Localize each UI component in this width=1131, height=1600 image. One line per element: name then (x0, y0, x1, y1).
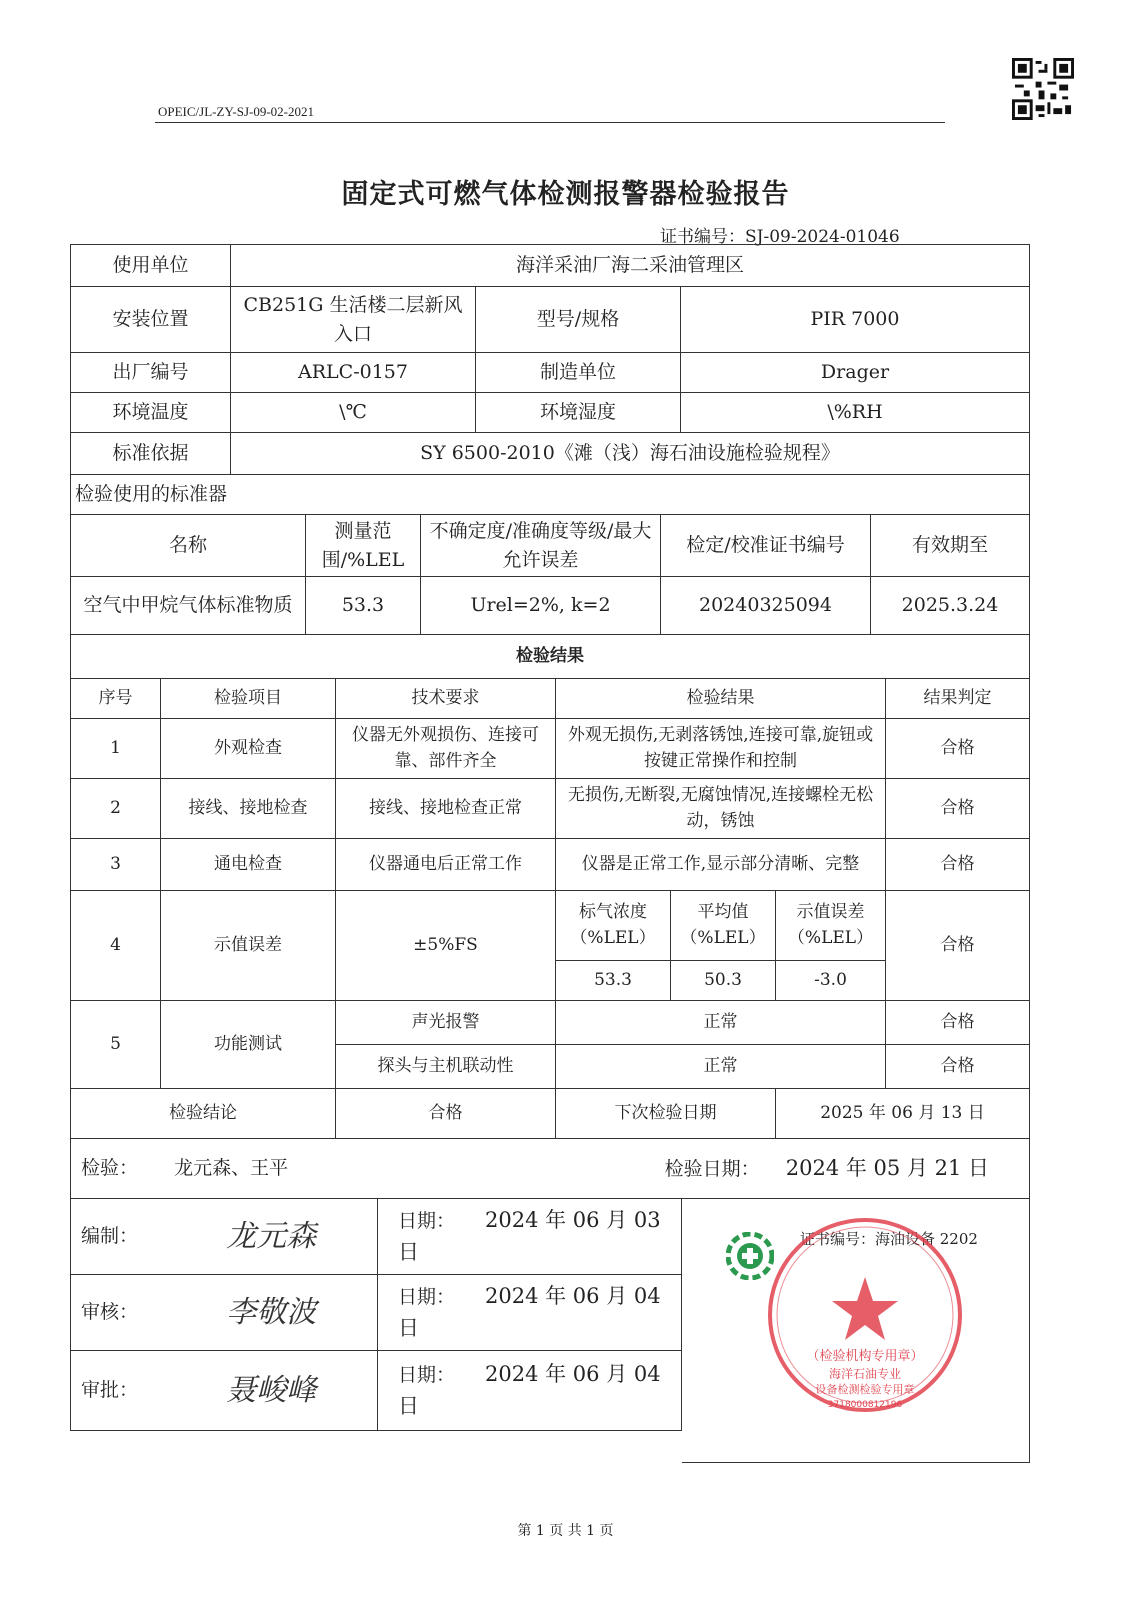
qr-code-icon (1012, 58, 1074, 120)
std-name: 空气中甲烷气体标准物质 (71, 577, 306, 635)
row-no: 4 (71, 891, 161, 1001)
unit-value: 海洋采油厂海二采油管理区 (231, 245, 1030, 287)
sub-value-concentration: 53.3 (556, 961, 671, 1001)
results-table (70, 634, 1030, 1139)
row-result: 仪器是正常工作,显示部分清晰、完整 (556, 839, 886, 891)
header-rule (155, 122, 945, 123)
std-header-uncertainty: 不确定度/准确度等级/最大允许误差 (421, 515, 661, 577)
sub-header-text: 标气浓度 (579, 902, 647, 922)
sub-header-unit: （%LEL） (787, 927, 874, 948)
results-title: 检验结果 (71, 635, 1030, 679)
row-req: 仪器通电后正常工作 (336, 839, 556, 891)
location-value: CB251G 生活楼二层新风入口 (231, 287, 476, 353)
date-label: 日期： (398, 1210, 456, 1232)
seal-line2: 设备检测检验专用章 (815, 1383, 915, 1396)
sub-header-text: 示值误差 (796, 902, 865, 922)
seal-purpose: （检验机构专用章） (806, 1349, 924, 1364)
table-row (71, 1001, 1030, 1045)
inspection-label: 检验： (81, 1157, 139, 1180)
row-item: 功能测试 (161, 1001, 336, 1089)
model-label: 型号/规格 (476, 287, 681, 353)
std-header-cert: 检定/校准证书编号 (661, 515, 871, 577)
conclusion-value: 合格 (336, 1089, 556, 1139)
row-result: 正常 (556, 1001, 886, 1045)
signoff-bottom-border (682, 1462, 1030, 1463)
humidity-value: \%RH (681, 393, 1030, 433)
sub-header-average (671, 891, 776, 961)
sub-header-concentration (556, 891, 671, 961)
std-valid: 2025.3.24 (871, 577, 1030, 635)
std-range: 53.3 (306, 577, 421, 635)
row-item: 接线、接地检查 (161, 779, 336, 839)
row-req: 声光报警 (336, 1001, 556, 1045)
serial-label: 出厂编号 (71, 353, 231, 393)
row-verdict: 合格 (886, 891, 1030, 1001)
row-req: 接线、接地检查正常 (336, 779, 556, 839)
row-no: 5 (71, 1001, 161, 1089)
maker-value: Drager (681, 353, 1030, 393)
date-label: 日期： (398, 1364, 456, 1386)
next-date-value: 2025 年 06 月 13 日 (776, 1089, 1030, 1139)
std-header-valid: 有效期至 (871, 515, 1030, 577)
page-number: 第 1 页 共 1 页 (517, 1523, 614, 1539)
row-verdict: 合格 (886, 779, 1030, 839)
row-verdict: 合格 (886, 719, 1030, 779)
sub-header-unit: （%LEL） (570, 927, 656, 948)
inspection-date-label: 检验日期： (664, 1157, 760, 1180)
sub-header-unit: （%LEL） (680, 927, 766, 948)
signoff-table (70, 1198, 682, 1431)
date-label: 日期： (398, 1286, 456, 1308)
res-header-verdict: 结果判定 (886, 679, 1030, 719)
inspection-cell (71, 1139, 551, 1199)
std-cert: 20240325094 (661, 577, 871, 635)
review-date-cell (378, 1275, 682, 1351)
unit-label: 使用单位 (71, 245, 231, 287)
row-no: 3 (71, 839, 161, 891)
row-req: 仪器无外观损伤、连接可靠、部件齐全 (336, 719, 556, 779)
res-header-req: 技术要求 (336, 679, 556, 719)
row-req: ±5%FS (336, 891, 556, 1001)
review-label: 审核： (71, 1275, 166, 1351)
review-signature: 李敬波 (166, 1275, 378, 1351)
sub-header-text: 平均值 (697, 902, 749, 922)
maker-label: 制造单位 (476, 353, 681, 393)
inspection-date-value: 2024 年 05 月 21 日 (785, 1155, 989, 1180)
row-result: 外观无损伤,无剥落锈蚀,连接可靠,旋钮或按键正常操作和控制 (556, 719, 886, 779)
compile-label: 编制： (71, 1199, 166, 1275)
sub-value-average: 50.3 (671, 961, 776, 1001)
sub-header-error (776, 891, 886, 961)
next-date-label: 下次检验日期 (556, 1089, 776, 1139)
row-result: 正常 (556, 1045, 886, 1089)
row-item: 通电检查 (161, 839, 336, 891)
res-header-result: 检验结果 (556, 679, 886, 719)
res-header-item: 检验项目 (161, 679, 336, 719)
seal-code: 3718000812196 (827, 1400, 903, 1410)
row-no: 1 (71, 719, 161, 779)
location-label: 安装位置 (71, 287, 231, 353)
standard-label: 标准依据 (71, 433, 231, 475)
certificate-number-value: SJ-09-2024-01046 (745, 227, 900, 247)
res-header-no: 序号 (71, 679, 161, 719)
approve-date: 2024 年 06 月 04 日 (398, 1362, 661, 1418)
compile-date-cell (378, 1199, 682, 1275)
report-title: 固定式可燃气体检测报警器检验报告 (341, 179, 790, 210)
inspection-names: 龙元森、王平 (174, 1157, 289, 1180)
row-req: 探头与主机联动性 (336, 1045, 556, 1089)
signoff-right-border (1029, 1172, 1030, 1463)
document-code: OPEIC/JL-ZY-SJ-09-02-2021 (158, 104, 314, 119)
temperature-value: \℃ (231, 393, 476, 433)
table-row (71, 839, 1030, 891)
row-item: 示值误差 (161, 891, 336, 1001)
temperature-label: 环境温度 (71, 393, 231, 433)
review-date: 2024 年 06 月 04 日 (398, 1284, 661, 1340)
standard-instruments-table (70, 474, 1030, 635)
standard-value: SY 6500-2010《滩（浅）海石油设施检验规程》 (231, 433, 1030, 475)
sub-value-error: -3.0 (776, 961, 886, 1001)
row-verdict: 合格 (886, 1045, 1030, 1089)
row-no: 2 (71, 779, 161, 839)
seal-line1: 海洋石油专业 (828, 1367, 902, 1381)
certificate-number-label: 证书编号： (660, 227, 745, 247)
row-verdict: 合格 (886, 839, 1030, 891)
table-row (71, 891, 1030, 961)
approve-date-cell (378, 1351, 682, 1431)
compile-signature: 龙元森 (166, 1199, 378, 1275)
model-value: PIR 7000 (681, 287, 1030, 353)
approve-label: 审批： (71, 1351, 166, 1431)
row-result: 无损伤,无断裂,无腐蚀情况,连接螺栓无松动，锈蚀 (556, 779, 886, 839)
row-verdict: 合格 (886, 1001, 1030, 1045)
humidity-label: 环境湿度 (476, 393, 681, 433)
inspection-date-cell (550, 1139, 1030, 1199)
standard-instruments-title: 检验使用的标准器 (71, 475, 1030, 515)
std-header-name: 名称 (71, 515, 306, 577)
inspection-table (70, 1138, 1030, 1199)
compile-date: 2024 年 06 月 03 日 (398, 1208, 661, 1264)
approve-signature: 聂峻峰 (166, 1351, 378, 1431)
table-row (71, 719, 1030, 779)
official-seal-icon (765, 1215, 965, 1415)
info-table (70, 244, 1030, 475)
table-row (71, 779, 1030, 839)
stamp-cert-number: 证书编号：海油设备 2202 (800, 1230, 978, 1248)
serial-value: ARLC-0157 (231, 353, 476, 393)
std-uncertainty: Urel=2%, k=2 (421, 577, 661, 635)
std-header-range: 测量范围/%LEL (306, 515, 421, 577)
conclusion-label: 检验结论 (71, 1089, 336, 1139)
row-item: 外观检查 (161, 719, 336, 779)
